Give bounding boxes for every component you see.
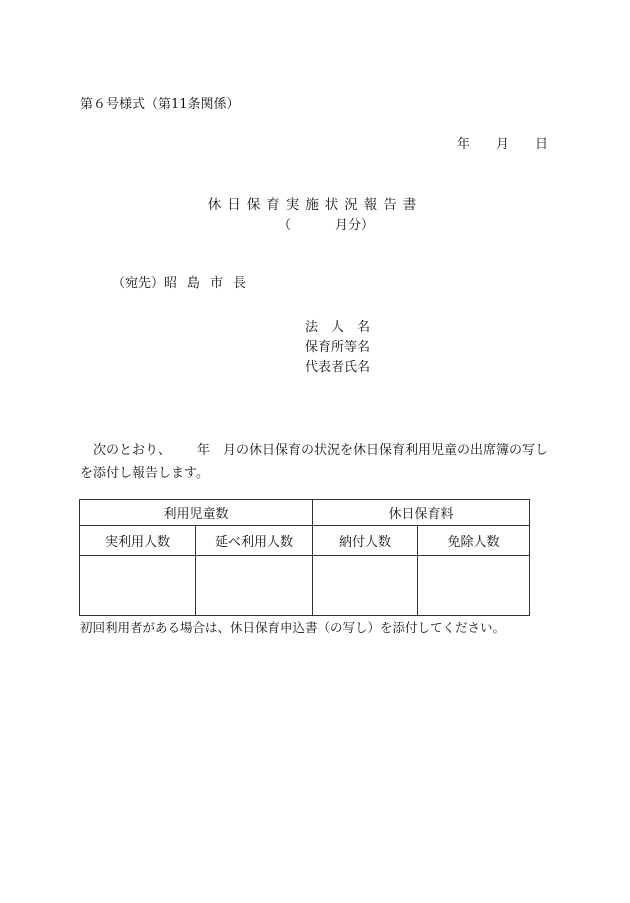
col-actual-users: 実利用人数 (80, 526, 196, 556)
cell-exempt-count[interactable] (418, 556, 530, 616)
period-open: （ (278, 218, 292, 233)
col-paid-count: 納付人数 (313, 526, 418, 556)
facility-name-label: 保育所等名 (305, 340, 371, 355)
addressee-prefix: （宛先） (112, 276, 165, 291)
table-row (80, 556, 530, 616)
body-year: 年 (197, 443, 211, 458)
footnote: 初回利用者がある場合は、休日保育申込書（の写し）を添付してください。 (80, 620, 506, 635)
date-day: 日 (535, 137, 549, 152)
table-column-header-row (80, 526, 530, 556)
group-header-children-count: 利用児童数 (80, 500, 313, 526)
cell-actual-users[interactable] (80, 556, 196, 616)
table-group-header-row (80, 500, 530, 526)
col-exempt-count: 免除人数 (418, 526, 530, 556)
corporation-block (305, 318, 370, 378)
corp-name-label: 法 人 名 (305, 320, 371, 335)
date-year: 年 (457, 137, 471, 152)
group-header-holiday-fee: 休日保育料 (313, 500, 530, 526)
form-number: 第６号様式（第11条関係） (80, 97, 240, 112)
date-month: 月 (496, 137, 510, 152)
body-part1: 次のとおり、 (93, 443, 172, 458)
document-title: 休日保育実施状況報告書 (207, 197, 423, 213)
period-line (278, 218, 374, 234)
cell-total-users[interactable] (196, 556, 313, 616)
addressee-name: 昭島市長 (164, 276, 257, 291)
addressee (112, 276, 256, 292)
representative-name-label: 代表者氏名 (305, 360, 371, 375)
stats-table (79, 499, 530, 616)
period-label: 月分） (335, 218, 375, 233)
date-line (457, 137, 548, 153)
body-text (80, 439, 560, 485)
col-total-users: 延べ利用人数 (196, 526, 313, 556)
body-part3: 月の休日保育の状況を休日保育利用児童の出席簿の写しを添付し報告します。 (80, 443, 549, 481)
cell-paid-count[interactable] (313, 556, 418, 616)
